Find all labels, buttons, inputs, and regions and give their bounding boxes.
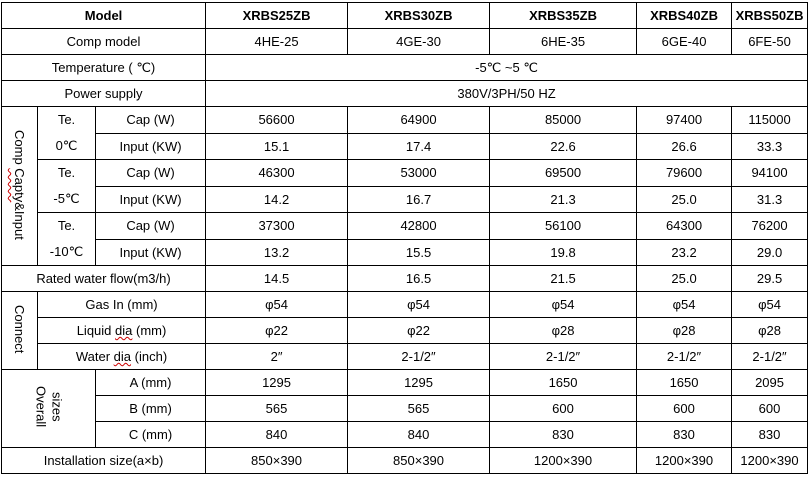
cap-label: Cap (W): [96, 107, 206, 134]
size-row: [2, 396, 808, 422]
table-cell: 29.0: [732, 239, 808, 266]
header-row: [2, 3, 808, 29]
installation-row: [2, 448, 808, 474]
table-cell: 25.0: [637, 266, 732, 292]
connect-row: [2, 292, 808, 318]
table-cell: 16.7: [348, 186, 490, 213]
table-cell: 565: [206, 396, 348, 422]
table-cell: 14.2: [206, 186, 348, 213]
table-cell: 1650: [637, 370, 732, 396]
table-cell: 19.8: [490, 239, 637, 266]
table-cell: 6FE-50: [732, 29, 808, 55]
te-cell: [38, 107, 96, 160]
table-cell: φ28: [637, 318, 732, 344]
table-cell: 23.2: [637, 239, 732, 266]
spec-table: [1, 2, 808, 474]
te-cell: [38, 213, 96, 266]
temperature-label: Temperature ( ℃): [2, 55, 206, 81]
table-cell: 76200: [732, 213, 808, 240]
liquid-dia-label: Liquid dia (mm): [38, 318, 206, 344]
size-c-label: C (mm): [96, 422, 206, 448]
table-cell: 64900: [348, 107, 490, 134]
table-cell: 600: [490, 396, 637, 422]
table-cell: 840: [206, 422, 348, 448]
te-temperature: 0℃: [55, 138, 78, 153]
table-cell: 21.3: [490, 186, 637, 213]
comp-model-row: [2, 29, 808, 55]
table-cell: 2095: [732, 370, 808, 396]
table-cell: 22.6: [490, 133, 637, 160]
table-cell: 2-1/2″: [348, 344, 490, 370]
table-cell: 1295: [206, 370, 348, 396]
table-cell: 1200×390: [732, 448, 808, 474]
table-cell: 85000: [490, 107, 637, 134]
size-b-label: B (mm): [96, 396, 206, 422]
table-cell: 2-1/2″: [637, 344, 732, 370]
model-name: XRBS50ZB: [732, 3, 808, 29]
table-cell: 33.3: [732, 133, 808, 160]
input-label: Input (KW): [96, 133, 206, 160]
table-cell: 840: [348, 422, 490, 448]
te-temperature: -5℃: [53, 191, 80, 206]
rated-water-flow-row: [2, 266, 808, 292]
connect-row: [2, 318, 808, 344]
table-cell: 1200×390: [637, 448, 732, 474]
table-cell: 53000: [348, 160, 490, 187]
table-cell: 14.5: [206, 266, 348, 292]
input-row: [2, 186, 808, 213]
table-cell: φ54: [490, 292, 637, 318]
table-cell: 15.1: [206, 133, 348, 160]
model-name: XRBS30ZB: [348, 3, 490, 29]
table-cell: 16.5: [348, 266, 490, 292]
input-label: Input (KW): [96, 186, 206, 213]
table-cell: 46300: [206, 160, 348, 187]
table-cell: 25.0: [637, 186, 732, 213]
table-cell: 2″: [206, 344, 348, 370]
te-cell: [38, 160, 96, 213]
table-cell: 13.2: [206, 239, 348, 266]
te-label: Te.: [57, 218, 76, 233]
sizes-group-text: sizes Overall: [33, 386, 65, 428]
table-cell: 26.6: [637, 133, 732, 160]
table-cell: 15.5: [348, 239, 490, 266]
table-cell: 29.5: [732, 266, 808, 292]
table-cell: 94100: [732, 160, 808, 187]
power-supply-value: 380V/3PH/50 HZ: [206, 81, 808, 107]
table-cell: 42800: [348, 213, 490, 240]
installation-label: Installation size(a×b): [2, 448, 206, 474]
capacity-group-label: [2, 107, 38, 266]
comp-model-label: Comp model: [2, 29, 206, 55]
table-cell: 64300: [637, 213, 732, 240]
table-cell: 850×390: [348, 448, 490, 474]
table-cell: 2-1/2″: [490, 344, 637, 370]
table-cell: φ22: [206, 318, 348, 344]
cap-label: Cap (W): [96, 213, 206, 240]
sizes-group-label: [2, 370, 96, 448]
input-row: [2, 239, 808, 266]
table-cell: 830: [732, 422, 808, 448]
table-cell: 6GE-40: [637, 29, 732, 55]
table-cell: φ54: [637, 292, 732, 318]
table-cell: φ28: [490, 318, 637, 344]
input-label: Input (KW): [96, 239, 206, 266]
temperature-row: [2, 55, 808, 81]
table-cell: 37300: [206, 213, 348, 240]
rated-water-flow-label: Rated water flow(m3/h): [2, 266, 206, 292]
table-cell: 565: [348, 396, 490, 422]
table-cell: 6HE-35: [490, 29, 637, 55]
temperature-value: -5℃ ~5 ℃: [206, 55, 808, 81]
input-row: [2, 133, 808, 160]
table-cell: 1650: [490, 370, 637, 396]
table-cell: 21.5: [490, 266, 637, 292]
power-supply-row: [2, 81, 808, 107]
table-cell: 97400: [637, 107, 732, 134]
power-supply-label: Power supply: [2, 81, 206, 107]
gas-in-label: Gas In (mm): [38, 292, 206, 318]
capacity-group-text: Comp Capty&Input: [12, 129, 27, 240]
table-cell: φ22: [348, 318, 490, 344]
table-cell: 850×390: [206, 448, 348, 474]
connect-row: [2, 344, 808, 370]
table-cell: φ54: [732, 292, 808, 318]
te-label: Te.: [57, 112, 76, 127]
water-dia-label: Water dia (inch): [38, 344, 206, 370]
model-name: XRBS25ZB: [206, 3, 348, 29]
table-cell: 17.4: [348, 133, 490, 160]
size-row: [2, 370, 808, 396]
table-cell: 56100: [490, 213, 637, 240]
table-cell: φ28: [732, 318, 808, 344]
table-cell: 56600: [206, 107, 348, 134]
capacity-row: [2, 160, 808, 187]
table-cell: 830: [637, 422, 732, 448]
model-name: XRBS35ZB: [490, 3, 637, 29]
connect-group-label: [2, 292, 38, 370]
model-header: Model: [2, 3, 206, 29]
table-cell: 600: [732, 396, 808, 422]
te-temperature: -10℃: [49, 244, 84, 259]
table-cell: 69500: [490, 160, 637, 187]
table-cell: 1200×390: [490, 448, 637, 474]
connect-group-text: Connect: [12, 304, 27, 354]
capacity-row: [2, 107, 808, 134]
table-cell: 830: [490, 422, 637, 448]
size-a-label: A (mm): [96, 370, 206, 396]
capacity-row: [2, 213, 808, 240]
table-cell: φ54: [348, 292, 490, 318]
cap-label: Cap (W): [96, 160, 206, 187]
table-cell: 79600: [637, 160, 732, 187]
model-name: XRBS40ZB: [637, 3, 732, 29]
table-cell: 4GE-30: [348, 29, 490, 55]
table-cell: 2-1/2″: [732, 344, 808, 370]
te-label: Te.: [57, 165, 76, 180]
size-row: [2, 422, 808, 448]
table-cell: 1295: [348, 370, 490, 396]
table-cell: φ54: [206, 292, 348, 318]
table-cell: 4HE-25: [206, 29, 348, 55]
table-cell: 31.3: [732, 186, 808, 213]
table-cell: 115000: [732, 107, 808, 134]
table-cell: 600: [637, 396, 732, 422]
